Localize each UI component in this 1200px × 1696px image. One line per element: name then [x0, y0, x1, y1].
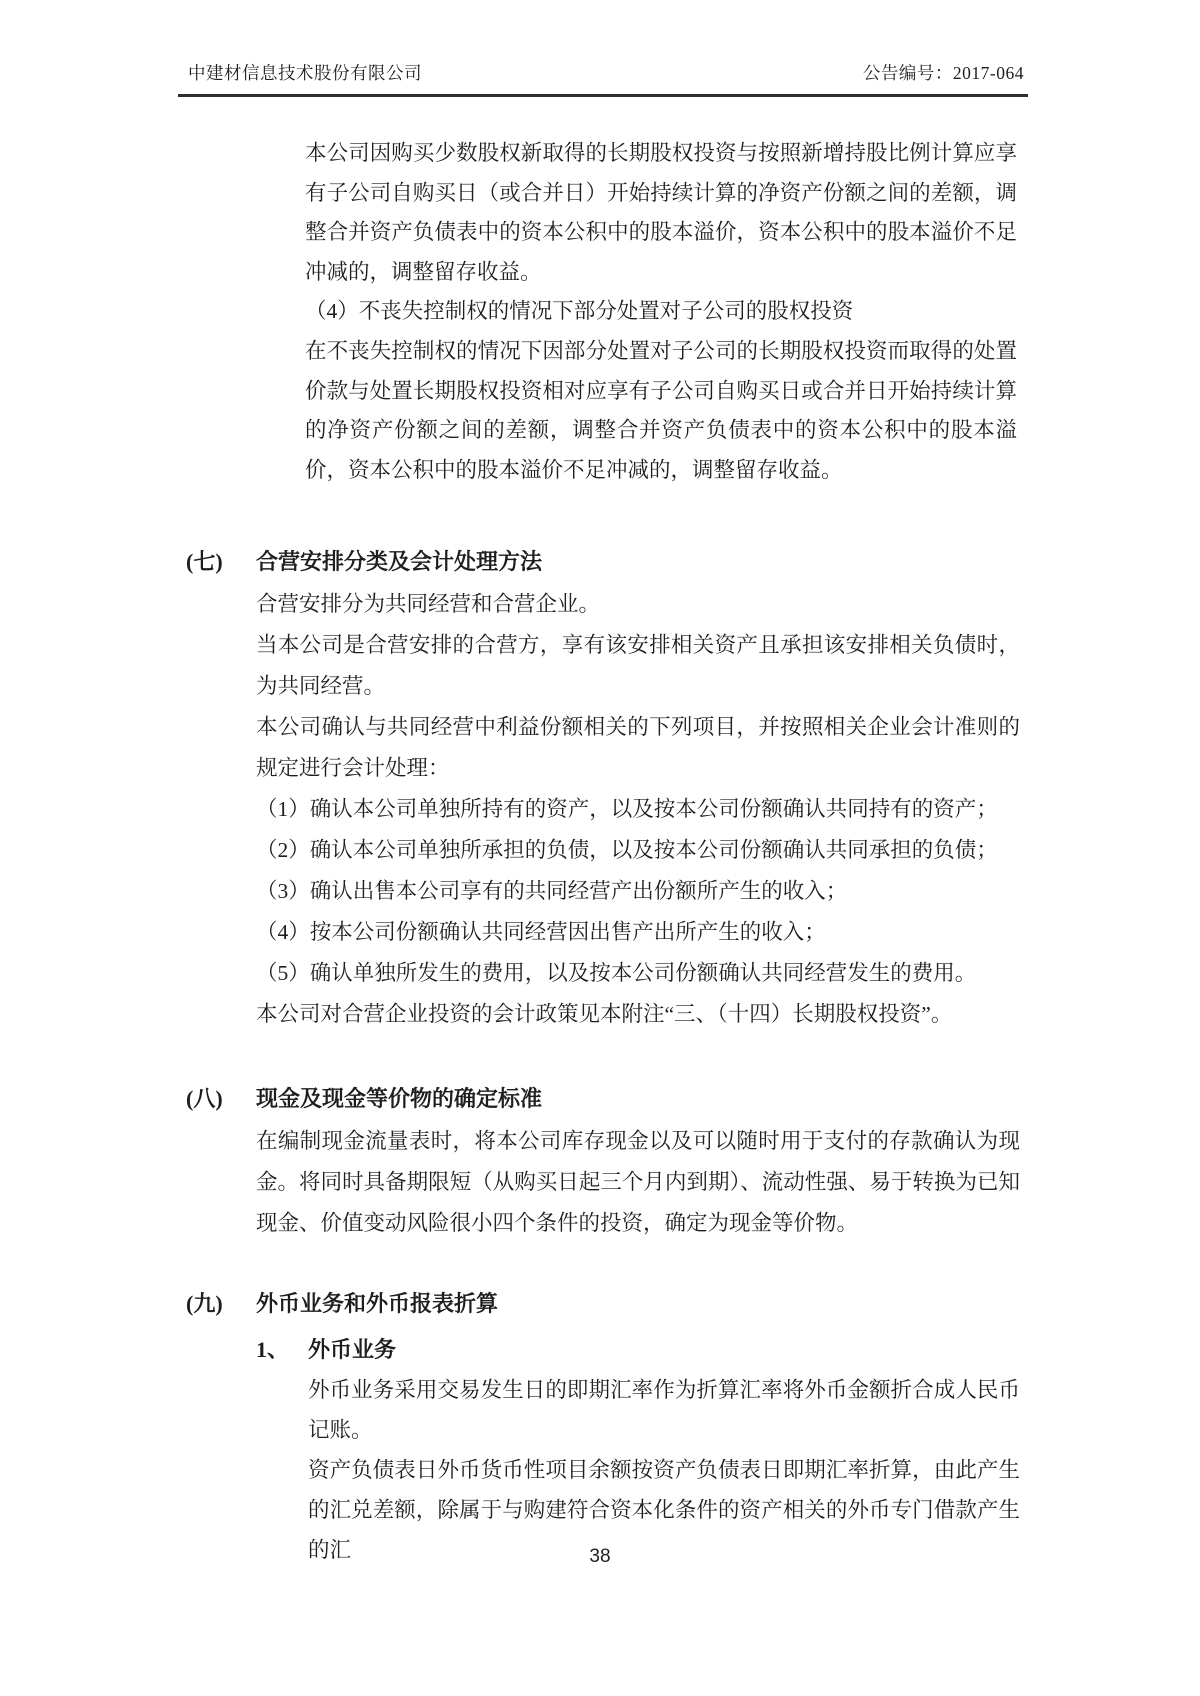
subsection-label: 1、 — [256, 1337, 290, 1362]
page-number: 38 — [589, 1546, 611, 1567]
section-content — [256, 1283, 1020, 1570]
list-item: （2）确认本公司单独所承担的负债，以及按本公司份额确认共同承担的负债； — [256, 838, 998, 862]
section-eight — [186, 1078, 1020, 1244]
subsection-heading-row — [256, 1329, 1020, 1370]
section-content — [256, 541, 1020, 1035]
paragraph: 外币业务采用交易发生日的即期汇率作为折算汇率将外币金额折合成人民币记账。 — [308, 1378, 1020, 1442]
preamble-block — [305, 134, 1017, 490]
section-label: (七) — [186, 549, 223, 574]
section-nine — [186, 1283, 1020, 1570]
subsection-title: 外币业务 — [308, 1337, 397, 1362]
announcement-number: 公告编号：2017-064 — [862, 63, 1024, 83]
section-seven — [186, 541, 1020, 1035]
section-label: (八) — [186, 1086, 223, 1111]
paragraph: 合营安排分为共同经营和合营企业。 — [256, 592, 601, 616]
paragraph: 本公司确认与共同经营中利益份额相关的下列项目，并按照相关企业会计准则的规定进行会计处理： — [256, 715, 1020, 780]
section-title: 现金及现金等价物的确定标准 — [256, 1086, 543, 1111]
section-content — [256, 1078, 1020, 1244]
list-item: （1）确认本公司单独所持有的资产，以及按本公司份额确认共同持有的资产； — [256, 797, 998, 821]
list-item: （3）确认出售本公司享有的共同经营产出份额所产生的收入； — [256, 879, 848, 903]
section-label: (九) — [186, 1291, 223, 1316]
list-item: （4）按本公司份额确认共同经营因出售产出所产生的收入； — [256, 920, 826, 944]
paragraph: 本公司因购买少数股权新取得的长期股权投资与按照新增持股比例计算应享有子公司自购买日（或合并日）开始持续计算的净资产份额之间的差额，调整合并资产负债表中的资本公积中的股本溢价，资本公积中的股本溢价不足冲减的，调整留存收益。 — [305, 141, 1017, 284]
section-title: 合营安排分类及会计处理方法 — [256, 549, 543, 574]
company-name: 中建材信息技术股份有限公司 — [188, 63, 422, 83]
paragraph: 在编制现金流量表时，将本公司库存现金以及可以随时用于支付的存款确认为现金。将同时具备期限短（从购买日起三个月内到期）、流动性强、易于转换为已知现金、价值变动风险很小四个条件的投资，确定为现金等价物。 — [256, 1129, 1020, 1235]
paragraph: 资产负债表日外币货币性项目余额按资产负债表日即期汇率折算，由此产生的汇兑差额，除属于与购建符合资本化条件的资产相关的外币专门借款产生的汇 — [308, 1458, 1020, 1562]
paragraph: 当本公司是合营安排的合营方，享有该安排相关资产且承担该安排相关负债时，为共同经营。 — [256, 633, 1020, 698]
subsection-body — [308, 1370, 1020, 1570]
list-item: （5）确认单独所发生的费用，以及按本公司份额确认共同经营发生的费用。 — [256, 961, 977, 985]
paragraph: 在不丧失控制权的情况下因部分处置对子公司的长期股权投资而取得的处置价款与处置长期股权投资相对应享有子公司自购买日或合并日开始持续计算的净资产份额之间的差额，调整合并资产负债表中的资本公积中的股本溢价，资本公积中的股本溢价不足冲减的，调整留存收益。 — [305, 338, 1017, 482]
paragraph: 本公司对合营企业投资的会计政策见本附注“三、（十四）长期股权投资”。 — [256, 1002, 953, 1026]
subitem-heading: （4）不丧失控制权的情况下部分处置对子公司的股权投资 — [305, 299, 854, 324]
page-header — [178, 60, 1028, 97]
section-title: 外币业务和外币报表折算 — [256, 1291, 499, 1316]
